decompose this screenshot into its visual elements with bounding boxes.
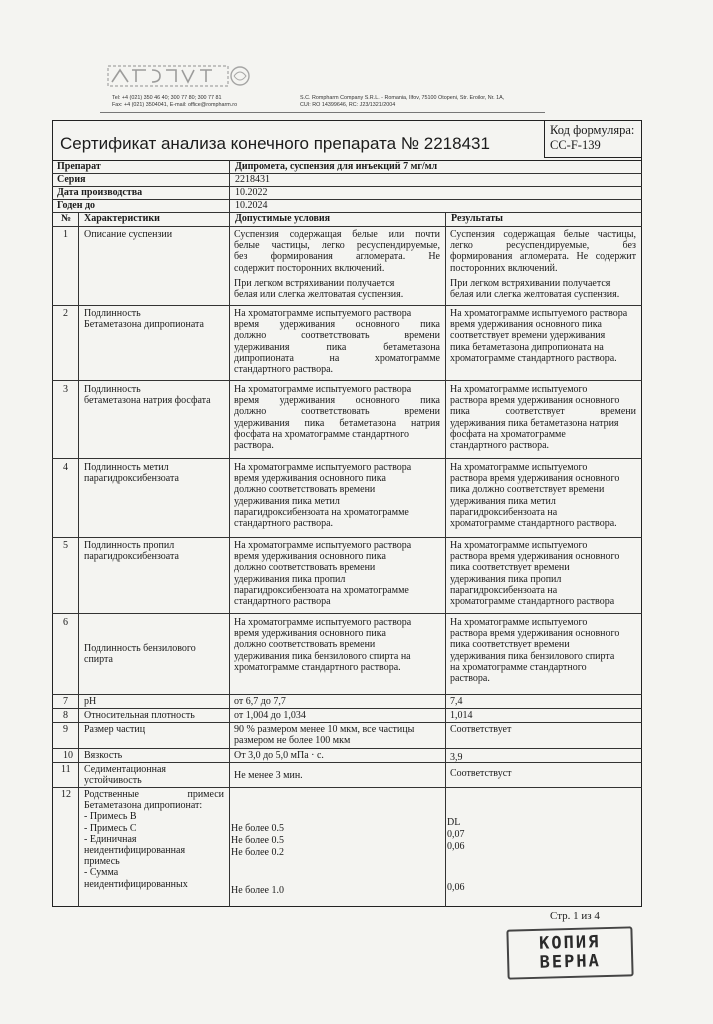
row-4-char-line: Подлинность метил <box>84 462 169 473</box>
row-6-results-line: удерживания пика бензилового спирта <box>450 650 615 662</box>
company-logo <box>106 60 254 92</box>
rule-row-10 <box>52 762 642 763</box>
row-4-limits-line: стандартного раствора. <box>234 518 334 530</box>
row-8-characteristic: Относительная плотность <box>84 710 195 721</box>
row-3-limits-line: удерживания пика бетаметазона натрия <box>234 417 440 429</box>
rule-row-4 <box>52 537 642 538</box>
row-1-results-line: посторонних включений. <box>450 262 558 274</box>
row-6-limits <box>234 617 440 673</box>
row-2-limits-line: должно соответствовать времени <box>234 330 440 342</box>
row-2-limits-line: стандартного раствора. <box>234 364 334 376</box>
row-2-results-line: пика бетаметазона дипропионата на <box>450 341 604 353</box>
row-5-results-line: хроматограмме стандартного раствора <box>450 596 615 608</box>
row-1-results <box>450 229 636 300</box>
row-11-characteristic <box>84 764 166 786</box>
row-3-results <box>450 384 636 451</box>
row-2-limits-line: время удерживания основного пика <box>234 319 440 331</box>
row-4-limits-line: должно соответствовать времени <box>234 484 376 496</box>
row-1-results-line: белая или слегка желтоватая суспензия. <box>450 289 620 301</box>
row-5-results-line: удерживания пика пропил <box>450 573 562 585</box>
row-10-limits: От 3,0 до 5,0 мПа · с. <box>234 750 324 761</box>
row-5-limits-line: должно соответствовать времени <box>234 562 376 574</box>
row-12-char-line: - Примесь B <box>84 811 137 823</box>
row-4-results-line: парагидроксибензоата на <box>450 506 558 518</box>
row-2-limits-line: дипропионата на хроматограмме <box>234 352 440 364</box>
row-5-limits-line: На хроматограмме испытуемого раствора <box>234 540 412 551</box>
contact-info <box>112 95 237 109</box>
row-4-results-line: хроматограмме стандартного раствора. <box>450 518 617 530</box>
row-3-characteristic <box>84 384 211 406</box>
info-value-batch: 2218431 <box>235 174 270 185</box>
row-12-char-line: - Сумма <box>84 867 119 879</box>
rule-row-7 <box>52 708 642 709</box>
row-3-results-line: фосфата на хроматограмме <box>450 428 566 440</box>
row-8-num: 8 <box>63 710 68 721</box>
info-label-product: Препарат <box>57 161 101 172</box>
row-10-characteristic: Вязкость <box>84 750 123 761</box>
row-6-results-line: на хроматограмме стандартного <box>450 661 587 673</box>
row-10-results: 3,9 <box>450 752 463 763</box>
row-12-characteristic <box>84 789 224 890</box>
row-12-char-line: неидентифицированная <box>84 845 186 857</box>
row-4-results-line: На хроматограмме испытуемого <box>450 462 588 473</box>
info-label-expiry: Годен до <box>57 200 96 211</box>
row-2-num: 2 <box>63 308 68 319</box>
col-header-characteristic: Характеристики <box>84 213 160 224</box>
row-5-limits <box>234 540 440 607</box>
copy-certified-stamp <box>506 926 633 979</box>
row-3-results-line: раствора время удерживания основного <box>450 395 620 407</box>
rule-row-2 <box>52 380 642 381</box>
row-3-results-line: удерживания пика бетаметазона натрия <box>450 417 619 429</box>
row-6-limits-line: должно соответствовать времени <box>234 639 376 651</box>
company-info <box>300 95 504 109</box>
row-5-num: 5 <box>63 540 68 551</box>
row-6-limits-line: хроматограмме стандартного раствора. <box>234 661 401 673</box>
row-9-limits-line: размером не более 100 мкм <box>234 735 351 747</box>
row-3-limits-line: раствора. <box>234 440 274 452</box>
row-5-characteristic <box>84 540 179 562</box>
rule-row-1 <box>52 305 642 306</box>
col-header-limits: Допустимые условия <box>235 213 331 224</box>
row-3-char-line: бетаметазона натрия фосфата <box>84 395 211 407</box>
row-8-results: 1,014 <box>450 710 473 721</box>
row-12-char-line: Родственные примеси <box>84 789 224 800</box>
row-12-limit-unidentified: Не более 0.2 <box>231 847 284 858</box>
form-code-label: Код формуляра: <box>550 123 635 137</box>
row-2-results-line: хроматограмме стандартного раствора. <box>450 352 617 364</box>
row-3-char-line: Подлинность <box>84 384 141 395</box>
header-divider <box>100 112 545 113</box>
row-12-char-line: примесь <box>84 856 120 868</box>
row-2-char-line: Бетаметазона дипропионата <box>84 319 204 331</box>
row-3-results-line: пика соответствует времени <box>450 406 636 418</box>
row-12-char-line: Бетаметазона дипропионат: <box>84 800 203 812</box>
row-7-characteristic: pH <box>84 696 97 707</box>
row-6-limits-line: На хроматограмме испытуемого раствора <box>234 617 412 628</box>
row-7-results: 7,4 <box>450 696 463 707</box>
row-3-num: 3 <box>63 384 68 395</box>
row-6-results <box>450 617 636 684</box>
row-1-limits-line: без формирования агломерата. Не <box>234 251 440 263</box>
row-12-char-line: неидентифицированных <box>84 878 188 890</box>
rule-row-5 <box>52 613 642 614</box>
row-9-num: 9 <box>63 724 68 735</box>
row-6-results-line: раствора. <box>450 673 490 685</box>
row-11-limits: Не менее 3 мин. <box>234 770 303 781</box>
row-1-limits-line: При легком встряхивании получается <box>234 277 395 289</box>
row-12-limit-c: Не более 0.5 <box>231 835 284 846</box>
company-line-2: CUI: RO 14399646, RC: J23/1321/2004 <box>300 102 396 108</box>
row-4-char-line: парагидроксибензоата <box>84 473 179 485</box>
row-12-limit-sum: Не более 1.0 <box>231 885 284 896</box>
col-line-char <box>229 160 230 907</box>
rule-row-9 <box>52 748 642 749</box>
info-value-expiry: 10.2024 <box>235 200 268 211</box>
row-12-result-sum: 0,06 <box>447 882 465 893</box>
row-12-result-b: DL <box>447 817 461 828</box>
row-1-results-line: Суспензия содержащая белые частицы, <box>450 229 636 240</box>
row-1-results-line: легко ресуспендируемые, без <box>450 240 636 252</box>
row-2-results <box>450 308 636 364</box>
row-9-results: Соответствует <box>450 724 512 735</box>
row-2-limits-line: На хроматограмме испытуемого раствора <box>234 308 412 319</box>
row-2-results-line: соответствует времени удерживания <box>450 330 606 342</box>
row-11-num: 11 <box>61 764 71 775</box>
page-number: Стр. 1 из 4 <box>550 910 600 922</box>
col-header-num: № <box>61 213 72 224</box>
row-4-limits-line: удерживания пика метил <box>234 495 340 507</box>
row-12-result-unidentified: 0,06 <box>447 841 465 852</box>
row-2-limits <box>234 308 440 375</box>
form-code-box <box>544 120 642 158</box>
rule-info-1 <box>52 173 642 174</box>
row-6-results-line: раствора время удерживания основного <box>450 628 620 640</box>
info-value-product: Дипромета, суспензия для инъекций 7 мг/мл <box>235 161 438 172</box>
rule-header <box>52 226 642 227</box>
row-2-results-line: На хроматограмме испытуемого раствора <box>450 308 628 319</box>
stamp-line-2: ВЕРНА <box>539 951 602 973</box>
stamp-line-1: КОПИЯ <box>538 932 601 954</box>
row-6-results-line: На хроматограмме испытуемого <box>450 617 588 628</box>
row-8-limits: от 1,004 до 1,034 <box>234 710 306 721</box>
info-label-batch: Серия <box>57 174 86 185</box>
row-5-results-line: раствора время удерживания основного <box>450 551 620 563</box>
row-11-results: Соответствуст <box>450 768 512 779</box>
row-3-limits-line: фосфата на хроматограмме стандартного <box>234 428 409 440</box>
row-1-results-line: При легком встряхивании получается <box>450 277 611 289</box>
row-4-limits-line: время удерживания основного пика <box>234 473 386 485</box>
row-12-num: 12 <box>61 789 71 800</box>
row-5-results-line: парагидроксибензоата на <box>450 584 558 596</box>
row-3-limits-line: должно соответствовать времени <box>234 406 440 418</box>
row-5-limits-line: время удерживания основного пика <box>234 551 386 563</box>
row-6-char-line: Подлинность бензилового <box>84 643 196 654</box>
rule-row-6 <box>52 694 642 695</box>
contacts-line-2: Fax: +4 (021) 3504041, E-mail: office@rompharm.ro <box>112 102 238 108</box>
row-2-limits-line: удерживания пика бетаметазона <box>234 341 440 353</box>
row-5-limits-line: удерживания пика пропил <box>234 573 346 585</box>
row-4-limits-line: парагидроксибензоата на хроматограмме <box>234 506 409 518</box>
info-value-manufacture-date: 10.2022 <box>235 187 268 198</box>
row-3-results-line: стандартного раствора. <box>450 440 550 452</box>
row-12-char-line: - Примесь С <box>84 822 137 834</box>
row-5-limits-line: стандартного раствора <box>234 596 331 608</box>
row-9-limits-line: 90 % размером менее 10 мкм, все частицы <box>234 724 415 735</box>
row-1-limits-line: белая или слегка желтоватая суспензия. <box>234 289 404 301</box>
row-1-limits-line: белые частицы, легко ресуспендируемые, <box>234 240 440 252</box>
row-6-limits-line: время удерживания основного пика <box>234 628 386 640</box>
rule-row-11 <box>52 787 642 788</box>
row-6-char-line: спирта <box>84 654 113 666</box>
row-5-char-line: парагидроксибензоата <box>84 551 179 563</box>
row-11-char-line: Седиментационная <box>84 764 167 775</box>
row-7-limits: от 6,7 до 7,7 <box>234 696 286 707</box>
row-12-char-line: - Единичная <box>84 833 137 845</box>
row-4-results-line: удерживания пика метил <box>450 495 556 507</box>
company-line-1: S.C. Rompharm Company S.R.L. - Romania, Ilfov, 75100 Otopeni, Str. Eroilor, Nr. 1A, <box>300 95 505 101</box>
contacts-line-1: Tel: +4 (021) 350 46 40; 300 77 80; 300 77 81 <box>112 95 222 101</box>
row-10-num: 10 <box>63 750 73 761</box>
row-11-char-line: устойчивость <box>84 775 142 787</box>
row-4-num: 4 <box>63 462 68 473</box>
row-6-num: 6 <box>63 617 68 628</box>
row-5-limits-line: парагидроксибензоата на хроматограмме <box>234 584 409 596</box>
row-4-limits-line: На хроматограмме испытуемого раствора <box>234 462 412 473</box>
row-5-results <box>450 540 636 607</box>
row-4-limits <box>234 462 440 529</box>
row-1-limits-line: содержит посторонних включений. <box>234 262 385 274</box>
row-9-characteristic: Размер частиц <box>84 724 146 735</box>
rule-info-3 <box>52 199 642 200</box>
row-6-results-line: пика соответствует времени <box>450 639 570 651</box>
row-6-limits-line: удерживания пика бензилового спирта на <box>234 650 411 662</box>
row-2-char-line: Подлинность <box>84 308 141 319</box>
row-12-result-c: 0,07 <box>447 829 465 840</box>
row-5-results-line: пика соответствует времени <box>450 562 570 574</box>
row-2-characteristic <box>84 308 204 330</box>
col-line-num <box>78 212 79 907</box>
rule-row-3 <box>52 458 642 459</box>
row-4-results-line: пика должно соответствует времени <box>450 484 605 496</box>
row-4-results-line: раствора время удерживания основного <box>450 473 620 485</box>
form-code-value: CC-F-139 <box>550 138 601 152</box>
row-2-results-line: время удерживания основного пика <box>450 319 602 331</box>
row-3-results-line: На хроматограмме испытуемого <box>450 384 588 395</box>
row-3-limits-line: время удерживания основного пика <box>234 395 440 407</box>
row-3-limits <box>234 384 440 451</box>
row-4-characteristic <box>84 462 179 484</box>
certificate-title: Сертификат анализа конечного препарата № 2218431 <box>60 134 490 153</box>
row-7-num: 7 <box>63 696 68 707</box>
row-1-limits <box>234 229 440 300</box>
info-label-manufacture-date: Дата производства <box>57 187 143 198</box>
row-9-limits <box>234 724 414 746</box>
row-5-results-line: На хроматограмме испытуемого <box>450 540 588 551</box>
row-3-limits-line: На хроматограмме испытуемого раствора <box>234 384 412 395</box>
row-6-characteristic <box>84 643 196 665</box>
col-header-results: Результаты <box>451 213 503 224</box>
row-4-results <box>450 462 636 529</box>
row-5-char-line: Подлинность пропил <box>84 540 175 551</box>
col-line-limits <box>445 212 446 907</box>
row-1-results-line: формирования агломерата. Не содержит <box>450 251 636 263</box>
row-1-num: 1 <box>63 229 68 240</box>
row-1-limits-line: Суспензия содержащая белые или почти <box>234 229 440 240</box>
rule-row-8 <box>52 722 642 723</box>
row-12-limit-b: Не более 0.5 <box>231 823 284 834</box>
row-1-characteristic: Описание суспензии <box>84 229 173 240</box>
